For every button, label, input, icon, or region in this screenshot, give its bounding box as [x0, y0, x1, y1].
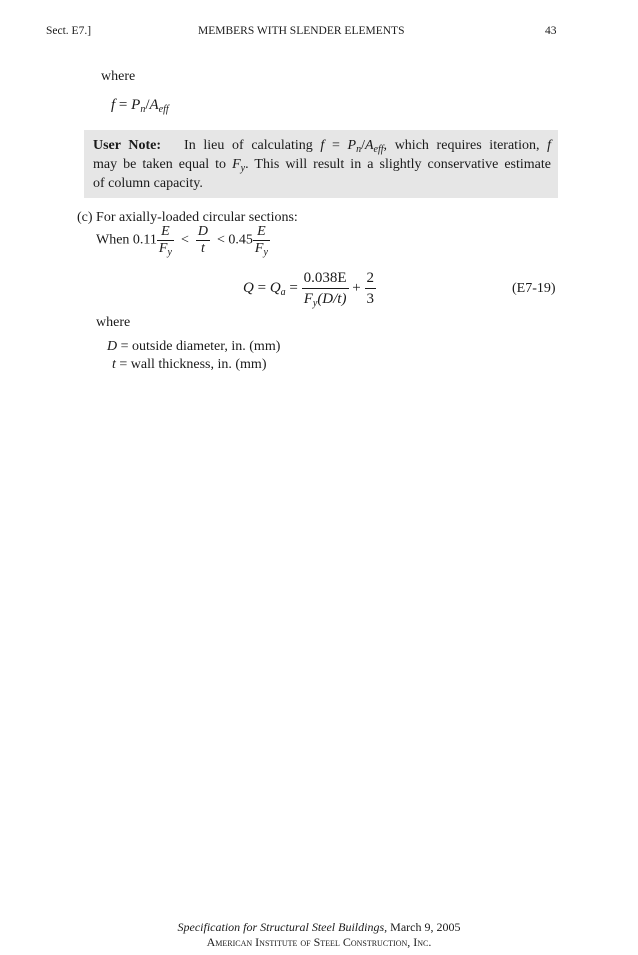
user-note-label: User Note:: [93, 138, 162, 153]
note-var-f: f: [320, 138, 325, 153]
note-sub-eff: eff: [373, 144, 384, 155]
footer-line-2: American Institute of Steel Construction, Inc.: [206, 935, 432, 949]
frac3-F: F: [254, 241, 264, 256]
def-symbol-t: t: [112, 357, 116, 372]
note-sub-y: y: [240, 163, 246, 174]
eq-equals-2: =: [289, 279, 298, 296]
less-than-1: <: [180, 232, 189, 248]
frac2-num: D: [197, 224, 208, 239]
note-var-P: P: [347, 138, 357, 153]
where-label: where: [101, 69, 136, 84]
fraction-E-Fy-2: [253, 224, 270, 257]
eq-main-fraction: [302, 268, 349, 309]
slash: /: [145, 97, 150, 113]
user-note-line-2: [93, 155, 551, 174]
note-eq: =: [324, 138, 348, 153]
running-head-section: Sect. E7.]: [46, 25, 92, 37]
running-head-title: MEMBERS WITH SLENDER ELEMENTS: [198, 25, 405, 37]
fraction-D-t: [196, 224, 210, 257]
eq-den-sub: y: [312, 298, 318, 309]
eq-two: 2: [366, 270, 375, 286]
user-note-line-3: of column capacity.: [93, 176, 203, 191]
sub-n: n: [140, 104, 146, 115]
note-var-A: A: [364, 138, 374, 153]
definition-D: [107, 338, 280, 356]
equation-number: (E7-19): [512, 281, 556, 296]
def-text-D: = outside diameter, in. (mm): [117, 339, 281, 354]
eq-plus: +: [352, 279, 361, 296]
eq-equals-1: =: [257, 279, 267, 296]
frac3-num: E: [257, 224, 266, 239]
note-text-2a: may be taken equal to: [93, 157, 233, 172]
frac1-num: E: [161, 224, 170, 239]
footer-title: Specification for Structural Steel Buildings,: [177, 920, 388, 934]
eq-numerator: 0.038E: [303, 270, 347, 286]
var-A: A: [149, 97, 159, 113]
eq-two-thirds: [365, 268, 377, 309]
eq-denominator: [302, 288, 349, 309]
user-note-text: [93, 136, 551, 193]
eq-den-F: F: [303, 291, 313, 307]
eq-den-rest: (D/t): [317, 291, 347, 307]
frac2-den: t: [196, 240, 210, 257]
page-number: 43: [545, 25, 557, 37]
stress-equation: [111, 96, 169, 114]
var-f: f: [111, 97, 116, 113]
note-sub-n: n: [356, 144, 362, 155]
equals-sign: =: [118, 97, 128, 113]
note-slash: /: [361, 138, 365, 153]
frac3-den: [253, 240, 270, 257]
note-text-1b: , which requires iteration,: [383, 138, 548, 153]
section-c-heading: (c) For axially-loaded circular sections:: [77, 210, 298, 225]
eq-var-Qa: Q: [269, 279, 281, 296]
eq-sub-a: a: [280, 286, 286, 298]
slenderness-condition: [96, 224, 270, 257]
footer-date: March 9, 2005: [387, 920, 461, 934]
frac1-den: [157, 240, 174, 257]
frac3-sub: y: [263, 247, 268, 258]
note-text-1a: In lieu of calculating: [184, 138, 321, 153]
sub-eff: eff: [158, 104, 169, 115]
eq-var-Q: Q: [243, 279, 254, 296]
frac1-F: F: [158, 241, 168, 256]
eq-three: 3: [365, 288, 377, 309]
note-var-f2: f: [547, 138, 552, 153]
fraction-E-Fy-1: [157, 224, 174, 257]
note-var-F: F: [232, 157, 241, 172]
less-than-2: < 0.45: [216, 232, 253, 248]
definition-t: [112, 356, 267, 374]
footer-line-1: [0, 920, 638, 935]
frac1-sub: y: [167, 247, 172, 258]
where-label-2: where: [96, 315, 131, 330]
note-text-2b: . This will result in a slightly conservative estimate: [245, 157, 551, 172]
var-P: P: [131, 97, 141, 113]
def-text-t: = wall thickness, in. (mm): [115, 357, 267, 372]
equation-e7-19: [243, 268, 376, 309]
user-note-line-1: [93, 136, 551, 155]
condition-when: When 0.11: [96, 232, 157, 248]
def-symbol-D: D: [107, 339, 118, 354]
